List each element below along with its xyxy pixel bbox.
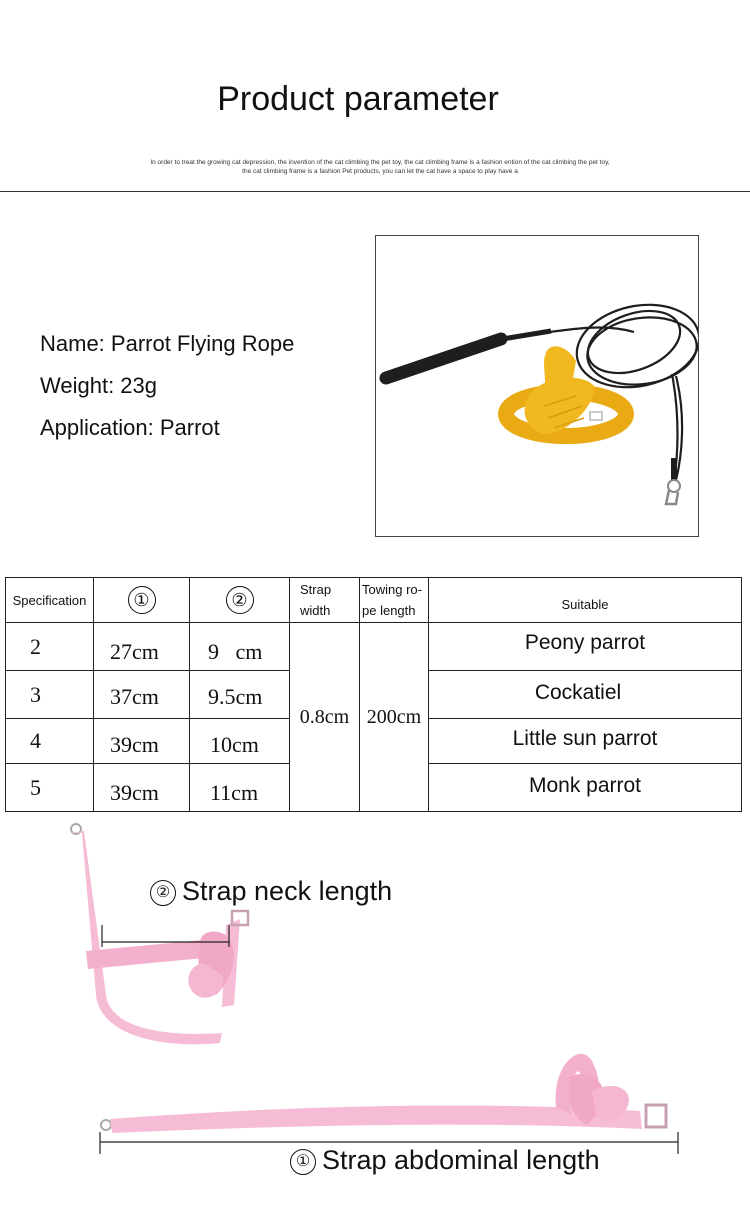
table-row: [6, 623, 742, 671]
intro-text: [100, 158, 660, 176]
row-neck: 9.5cm: [190, 671, 290, 719]
row-suitable: Cockatiel: [429, 671, 742, 719]
intro-line-2: the cat climbing frame is a fashion Pet products, you can let the cat have a space to play have a: [242, 168, 518, 175]
yellow-harness: [506, 346, 626, 436]
product-name: Name: Parrot Flying Rope: [40, 331, 295, 356]
row-abdominal: 39cm: [94, 719, 190, 764]
row-suitable: Monk parrot: [429, 764, 742, 812]
neck-length-caption: [150, 876, 392, 907]
product-photo: [375, 235, 699, 537]
abdominal-length-label: Strap abdominal length: [322, 1145, 600, 1175]
abdominal-number-icon: ①: [290, 1149, 316, 1175]
neck-number-icon: ②: [150, 880, 176, 906]
row-suitable: Little sun parrot: [429, 719, 742, 764]
product-illustration: [376, 236, 699, 537]
neck-length-label: Strap neck length: [182, 876, 393, 906]
row-neck: 9 cm: [190, 623, 290, 671]
row-abdominal: 39cm: [94, 764, 190, 812]
header-divider: [0, 191, 750, 192]
product-application: Application: Parrot: [40, 415, 220, 440]
abdominal-length-caption: [290, 1145, 600, 1176]
strap-width-value: 0.8cm: [290, 623, 360, 812]
header-towing-length: Towing ro- pe length: [360, 578, 429, 623]
header-neck: ②: [190, 578, 290, 623]
row-abdominal: 37cm: [94, 671, 190, 719]
rope-handle: [386, 339, 501, 378]
row-spec: 4: [6, 719, 94, 764]
row-suitable: Peony parrot: [429, 623, 742, 671]
header-specification: Specification: [6, 578, 94, 623]
row-spec: 3: [6, 671, 94, 719]
header-strap-width: Strap width: [290, 578, 360, 623]
row-neck: 10cm: [190, 719, 290, 764]
table-header-row: [6, 578, 742, 623]
spec-table: [5, 577, 742, 812]
product-weight: Weight: 23g: [40, 373, 158, 398]
intro-line-1: In order to treat the growing cat depression, the invention of the cat climbing the pet toy, the cat climbing frame is a fashion ention of the cat climbing the pet toy,: [150, 159, 610, 166]
row-spec: 5: [6, 764, 94, 812]
leash-clip-icon: [666, 458, 680, 504]
row-neck: 11cm: [190, 764, 290, 812]
towing-length-value: 200cm: [360, 623, 429, 812]
header-abdominal: ①: [94, 578, 190, 623]
row-abdominal: 27cm: [94, 623, 190, 671]
row-spec: 2: [6, 623, 94, 671]
header-suitable: Suitable: [429, 578, 742, 623]
page-title: Product parameter: [217, 80, 499, 118]
